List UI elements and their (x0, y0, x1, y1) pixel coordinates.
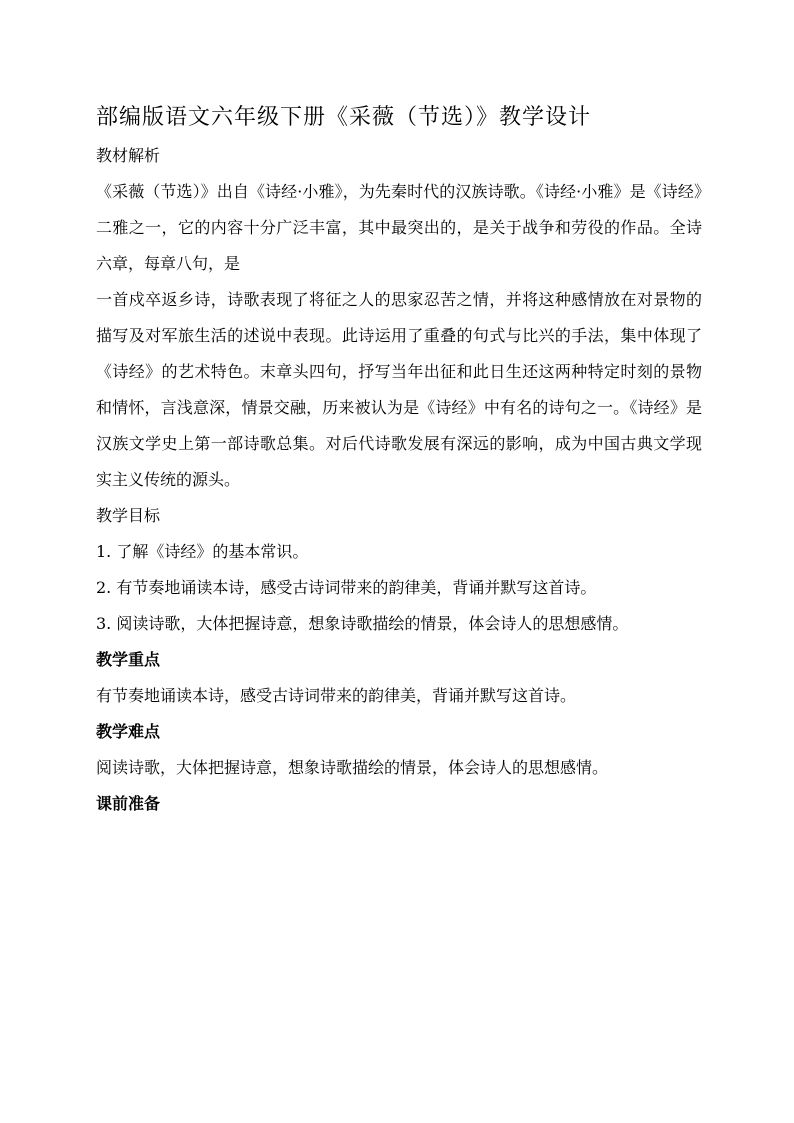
document-page (96, 100, 702, 822)
key-points-text: 有节奏地诵读本诗，感受古诗词带来的韵律美，背诵并默写这首诗。 (96, 686, 577, 705)
document-title: 部编版语文六年级下册《采薇（节选）》教学设计 (96, 105, 592, 130)
section-heading-analysis: 教材解析 (96, 146, 161, 165)
objective-item-1: 1. 了解《诗经》的基本常识。 (96, 542, 309, 561)
analysis-paragraph-1: 《采薇（节选）》出自《诗经·小雅》，为先秦时代的汉族诗歌。《诗经·小雅》是《诗经》二雅之一，它的内容十分广泛丰富，其中最突出的，是关于战争和劳役的作品。全诗六章，每章八句，是 (96, 182, 702, 273)
section-heading-objectives: 教学目标 (96, 506, 161, 525)
objective-item-2: 2. 有节奏地诵读本诗，感受古诗词带来的韵律美，背诵并默写这首诗。 (96, 578, 597, 597)
section-heading-difficulties: 教学难点 (96, 722, 161, 741)
analysis-paragraph-2: 一首戍卒返乡诗，诗歌表现了将征之人的思家忍苦之情，并将这种感情放在对景物的描写及对军旅生活的述说中表现。此诗运用了重叠的句式与比兴的手法，集中体现了《诗经》的艺术特色。末章头四句，抒写当年出征和此日生还这两种特定时刻的景物和情怀，言浅意深，情景交融，历来被认为是《诗经》中有名的诗句之一。《诗经》是汉族文学史上第一部诗歌总集。对后代诗歌发展有深远的影响，成为中国古典文学现实主义传统的源头。 (96, 290, 702, 489)
objective-item-3: 3. 阅读诗歌，大体把握诗意，想象诗歌描绘的情景，体会诗人的思想感情。 (96, 614, 629, 633)
section-heading-key-points: 教学重点 (96, 650, 161, 669)
difficulties-text: 阅读诗歌，大体把握诗意，想象诗歌描绘的情景，体会诗人的思想感情。 (96, 758, 609, 777)
section-heading-preparation: 课前准备 (96, 794, 161, 813)
